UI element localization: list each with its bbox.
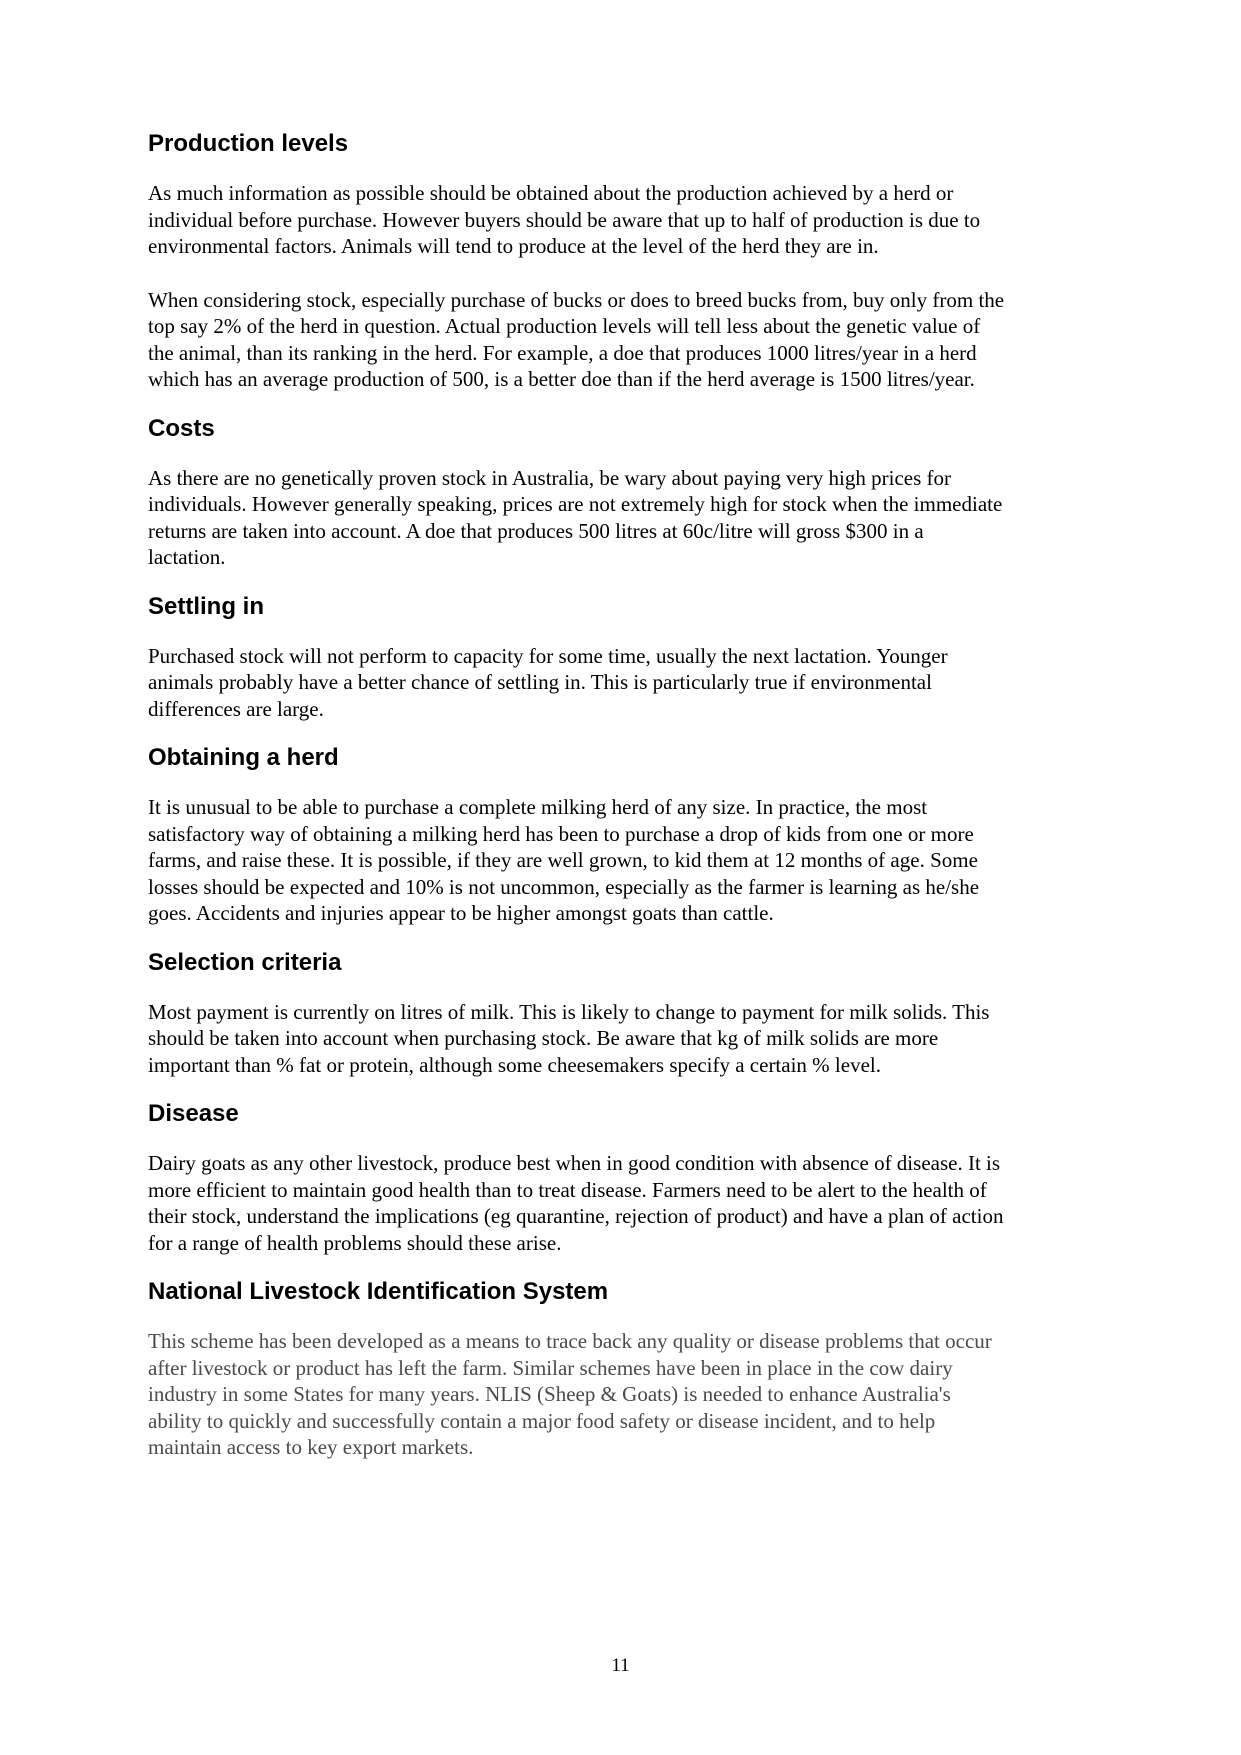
paragraph: Most payment is currently on litres of milk. This is likely to change to payment for milk solids. This should be taken into account when purchasing stock. Be aware that kg of milk solids are more important than % fat or protein, although some cheesemakers specify a certain % level. — [148, 999, 990, 1077]
paragraph: As much information as possible should be obtained about the production achieved by a herd or individual before purchase. However buyers should be aware that up to half of production is due to environmental factors. Animals will tend to produce at the level of the herd they are in. — [148, 181, 981, 258]
section-settling-in — [148, 589, 1096, 723]
section-disease — [148, 1096, 1096, 1256]
paragraph: When considering stock, especially purchase of bucks or does to breed bucks from, buy only from the top say 2% of the herd in question. Actual production levels will tell less about the genetic value of the animal, than its ranking in the herd. For example, a doe that produces 1000 litres/year in a herd which has an average production of 500, is a better doe than if the herd average is 1500 litres/year. — [148, 287, 1005, 391]
section-costs — [148, 411, 1096, 571]
section-heading: Obtaining a herd — [148, 744, 339, 771]
section-obtaining-a-herd — [148, 740, 1096, 927]
section-selection-criteria — [148, 945, 1096, 1079]
section-heading: Production levels — [148, 130, 349, 157]
section-heading: Disease — [148, 1100, 239, 1127]
paragraph: Purchased stock will not perform to capacity for some time, usually the next lactation. Younger animals probably have a better chance of settling in. This is particularly true if environmental differences are large. — [148, 643, 948, 721]
paragraph: Dairy goats as any other livestock, produce best when in good condition with absence of disease. It is more efficient to maintain good health than to treat disease. Farmers need to be alert to the health of their stock, understand the implications (eg quarantine, rejection of product) and have a plan of action for a range of health problems should these arise. — [148, 1151, 1004, 1255]
paragraph: It is unusual to be able to purchase a complete milking herd of any size. In practice, the most satisfactory way of obtaining a milking herd has been to purchase a drop of kids from one or more farms, and raise these. It is possible, if they are well grown, to kid them at 12 months of age. Some losses should be expected and 10% is not uncommon, especially as the farmer is learning as he/she goes. Accidents and injuries appear to be higher amongst goats than cattle. — [148, 795, 980, 925]
section-heading: National Livestock Identification System — [148, 1278, 609, 1305]
section-production-levels — [148, 126, 1096, 393]
section-nlis — [148, 1274, 1096, 1461]
section-heading: Costs — [148, 414, 215, 442]
paragraph: This scheme has been developed as a means to trace back any quality or disease problems that occur after livestock or product has left the farm. Similar schemes have been in place in the cow dairy industry in some States for many years. NLIS (Sheep & Goats) is needed to enhance Australia's ability to quickly and successfully contain a major food safety or disease incident, and to help maintain access to key export markets. — [148, 1329, 992, 1459]
document-page — [148, 126, 1096, 1479]
page-number: 11 — [611, 1655, 630, 1676]
paragraph: As there are no genetically proven stock in Australia, be wary about paying very high prices for individuals. However generally speaking, prices are not extremely high for stock when the immediate returns are taken into account. A doe that produces 500 litres at 60c/litre will gross $300 in a lactation. — [148, 465, 1003, 569]
section-heading: Selection criteria — [148, 948, 342, 976]
section-heading: Settling in — [148, 592, 264, 620]
